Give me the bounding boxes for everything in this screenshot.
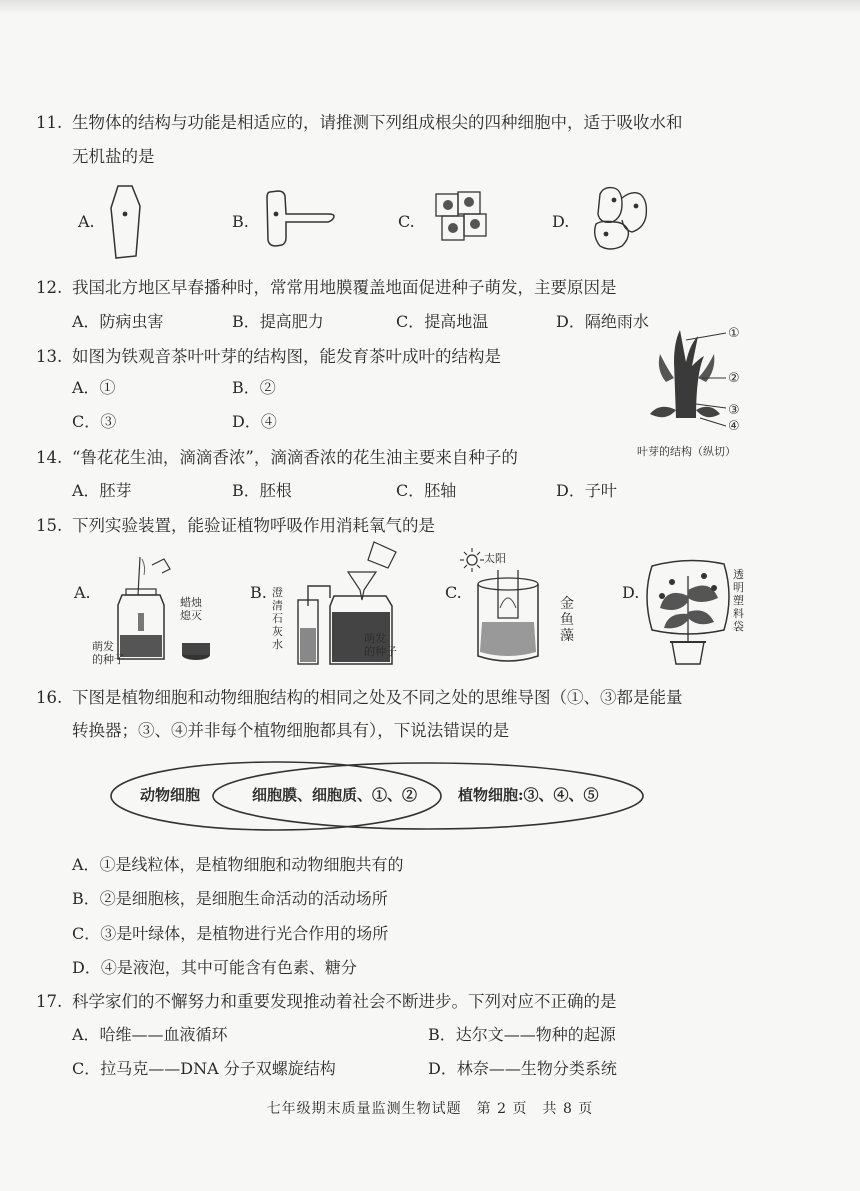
exp-b-label-limewater: 澄 清 石 灰 水: [272, 586, 283, 651]
exp-d-label-bag: 透 明 塑 料 袋: [733, 568, 744, 633]
q15-option-b: B.: [250, 583, 267, 602]
q15-option-d: D.: [622, 583, 640, 602]
question-text: 科学家们的不懈努力和重要发现推动着社会不断进步。下列对应不正确的是: [72, 992, 617, 1011]
venn-animal-label: 动物细胞: [140, 786, 201, 804]
q13-option-b: B．②: [232, 378, 276, 397]
q17-option-c: C．拉马克——DNA 分子双螺旋结构: [72, 1059, 336, 1078]
page-top-edge: [0, 0, 860, 14]
q14-option-d: D．子叶: [556, 481, 617, 500]
venn-common-label: 细胞膜、细胞质、①、②: [252, 786, 418, 804]
question-14: [36, 446, 518, 470]
cell-b-figure: [264, 188, 336, 248]
q17-option-a: A．哈维——血液循环: [72, 1025, 228, 1044]
q16-option-c: C．③是叶绿体，是植物进行光合作用的场所: [72, 924, 389, 943]
question-text: 如图为铁观音茶叶叶芽的结构图，能发育茶叶成叶的结构是: [72, 347, 501, 366]
q11-option-c: C.: [398, 212, 415, 231]
question-number: 14.: [36, 448, 63, 467]
question-text: “鲁花花生油，滴滴香浓”，滴滴香浓的花生油主要来自种子的: [72, 448, 518, 467]
leaf-bud-figure: [630, 322, 750, 440]
q13-option-a: A．①: [72, 378, 116, 397]
bud-label-4: ④: [728, 419, 740, 434]
q12-option-b: B．提高肥力: [232, 312, 324, 331]
q11-option-a: A.: [78, 212, 95, 231]
bud-label-1: ①: [728, 326, 740, 341]
question-text: 我国北方地区早春播种时，常常用地膜覆盖地面促进种子萌发，主要原因是: [72, 278, 617, 297]
q11-option-b: B.: [232, 212, 249, 231]
cell-a-figure: [108, 184, 142, 260]
question-12: [36, 276, 617, 300]
cell-d-figure: [588, 184, 650, 254]
question-number: 13.: [36, 347, 63, 366]
question-number: 16.: [36, 688, 63, 707]
question-text: 下列实验装置，能验证植物呼吸作用消耗氧气的是: [72, 516, 435, 535]
venn-plant-label: 植物细胞:③、④、⑤: [458, 786, 599, 804]
exp-b-label-seeds: 萌发 的种子: [364, 632, 397, 658]
question-15: [36, 514, 435, 538]
q11-option-d: D.: [552, 212, 570, 231]
question-text: 下图是植物细胞和动物细胞结构的相同之处及不同之处的思维导图（①、③都是能量: [72, 688, 683, 707]
question-16-line2: 转换器；③、④并非每个植物细胞都具有），下说法错误的是: [72, 721, 510, 740]
exp-c-label-sun: 太阳: [484, 552, 506, 565]
page-footer: 七年级期末质量监测生物试题 第 2 页 共 8 页: [266, 1101, 594, 1117]
q14-option-b: B．胚根: [232, 481, 292, 500]
q14-option-c: C．胚轴: [396, 481, 457, 500]
q12-option-d: D．隔绝雨水: [556, 312, 649, 331]
bud-label-2: ②: [728, 371, 740, 386]
q16-option-d: D．④是液泡，其中可能含有色素、糖分: [72, 958, 357, 977]
bud-label-3: ③: [728, 403, 740, 418]
cell-c-figure: [433, 188, 495, 244]
experiment-b-figure: [290, 538, 416, 668]
experiment-d-figure: [642, 556, 734, 672]
question-number: 12.: [36, 278, 63, 297]
sun-icon: [467, 555, 477, 565]
leaf-bud-caption: 叶芽的结构（纵切）: [637, 445, 736, 458]
exp-a-label-seeds: 萌发 的种子: [92, 640, 125, 666]
q12-option-c: C．提高地温: [396, 312, 489, 331]
question-13: [36, 345, 501, 369]
question-17: [36, 990, 617, 1014]
question-16: [36, 686, 683, 710]
q17-option-d: D．林奈——生物分类系统: [428, 1059, 617, 1078]
q16-option-a: A．①是线粒体，是植物细胞和动物细胞共有的: [72, 855, 404, 874]
q12-option-a: A．防病虫害: [72, 312, 164, 331]
exp-a-label-candle: 蜡烛 熄灭: [180, 596, 202, 622]
question-11: [36, 111, 683, 135]
question-text: 生物体的结构与功能是相适应的，请推测下列组成根尖的四种细胞中，适于吸收水和: [72, 113, 683, 132]
question-number: 15.: [36, 516, 63, 535]
exp-c-label-algae: 金 鱼 藻: [560, 596, 574, 644]
q14-option-a: A．胚芽: [72, 481, 132, 500]
q16-option-b: B．②是细胞核，是细胞生命活动的活动场所: [72, 889, 388, 908]
question-number: 17.: [36, 992, 63, 1011]
question-number: 11.: [36, 113, 63, 132]
q17-option-b: B．达尔文——物种的起源: [428, 1025, 616, 1044]
q15-option-a: A.: [74, 583, 91, 602]
q15-option-c: C.: [445, 583, 462, 602]
experiment-c-figure: [460, 548, 560, 670]
q13-option-c: C．③: [72, 412, 117, 431]
question-11-line2: 无机盐的是: [72, 147, 155, 166]
q13-option-d: D．④: [232, 412, 277, 431]
